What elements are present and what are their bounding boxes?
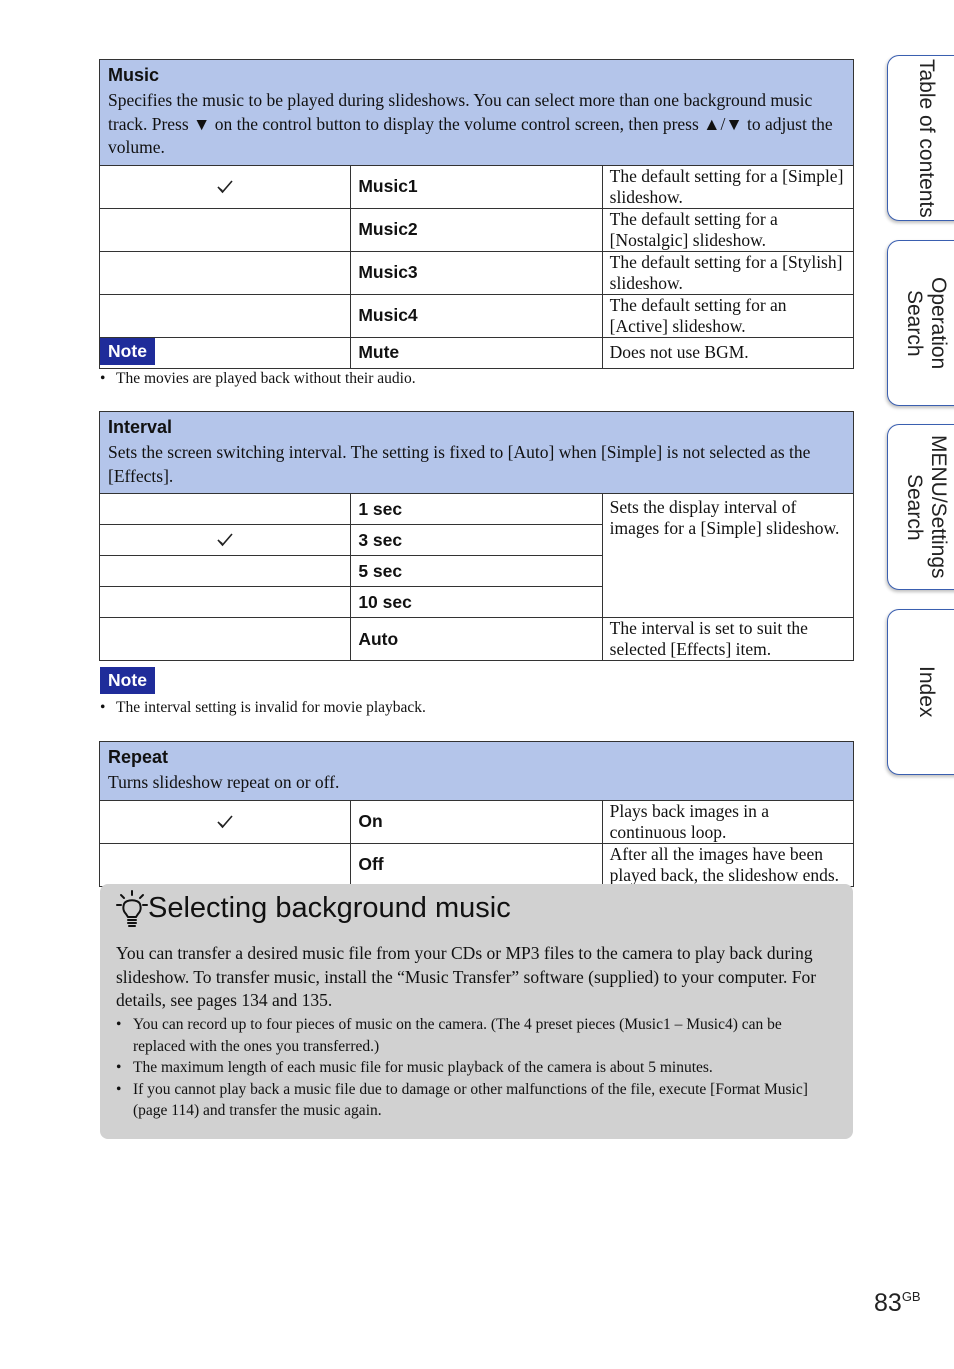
page-number: $83^{GB}$ — [874, 1289, 921, 1317]
table-row — [100, 800, 854, 843]
option-description: Sets the display interval of images for a [Simple] slideshow. — [602, 494, 853, 618]
list-item: • You can record up to four pieces of music on the camera. (The 4 preset pieces (Music1 – Music4) can be replaced with the ones you transferred.) — [116, 1014, 836, 1057]
hint-box — [100, 884, 853, 1139]
music-settings-table — [99, 59, 854, 369]
option-description: After all the images have been played back, the slideshow ends. — [602, 843, 853, 886]
table-row — [100, 843, 854, 886]
option-1sec: 1 sec — [351, 494, 602, 525]
lightbulb-icon — [116, 890, 148, 930]
list-item: • The maximum length of each music file for music playback of the camera is about 5 minutes. — [116, 1057, 836, 1079]
note-text: • The interval setting is invalid for movie playback. — [100, 699, 426, 716]
default-check-icon — [100, 165, 351, 208]
option-description: The default setting for an [Active] slideshow. — [602, 294, 853, 337]
option-description: The default setting for a [Nostalgic] slideshow. — [602, 208, 853, 251]
interval-header — [100, 412, 854, 494]
hint-body: You can transfer a desired music file from your CDs or MP3 files to the camera to play back during slideshow. To transfer music, install the “Music Transfer” software (supplied) to your computer. For details, see pages 134 and 135. — [116, 943, 817, 1010]
table-row — [100, 165, 854, 208]
repeat-title: Repeat — [108, 747, 169, 767]
option-on: On — [351, 800, 602, 843]
table-row — [100, 294, 854, 337]
option-3sec: 3 sec — [351, 525, 602, 556]
music-title: Music — [108, 65, 160, 85]
option-off: Off — [351, 843, 602, 886]
table-row — [100, 494, 854, 525]
hint-bullet-list — [116, 1014, 836, 1122]
tab-table-of-contents[interactable] — [887, 55, 954, 221]
hint-title: Selecting background music — [148, 892, 511, 924]
table-row — [100, 618, 854, 661]
table-row — [100, 337, 854, 368]
tab-label: Table of contents — [915, 58, 938, 218]
option-description: Plays back images in a continuous loop. — [602, 800, 853, 843]
table-row — [100, 208, 854, 251]
note-badge: Note — [100, 667, 155, 694]
interval-settings-table — [99, 411, 854, 661]
note-badge: Note — [100, 338, 155, 365]
tab-label: Index — [915, 666, 938, 718]
option-music1: Music1 — [351, 165, 602, 208]
option-description: The default setting for a [Simple] slideshow. — [602, 165, 853, 208]
music-description: Specifies the music to be played during slideshows. You can select more than one background music track. Press ▼ on the control button to display the volume control screen, then press ▲/▼ to adjust the volume. — [108, 90, 833, 157]
table-row — [100, 251, 854, 294]
repeat-header — [100, 742, 854, 801]
option-description: The interval is set to suit the selected [Effects] item. — [602, 618, 853, 661]
option-description: Does not use BGM. — [602, 337, 853, 368]
option-5sec: 5 sec — [351, 556, 602, 587]
option-music2: Music2 — [351, 208, 602, 251]
tab-index[interactable] — [887, 609, 954, 775]
tab-operation-search[interactable] — [887, 240, 954, 406]
interval-description: Sets the screen switching interval. The setting is fixed to [Auto] when [Simple] is not selected as the [Effects]. — [108, 442, 811, 486]
option-music4: Music4 — [351, 294, 602, 337]
tab-label: MENU/Settings Search — [903, 435, 950, 579]
repeat-settings-table — [99, 741, 854, 887]
default-check-icon — [100, 800, 351, 843]
option-10sec: 10 sec — [351, 587, 602, 618]
interval-title: Interval — [108, 417, 173, 437]
option-auto: Auto — [351, 618, 602, 661]
repeat-description: Turns slideshow repeat on or off. — [108, 772, 340, 792]
default-check-icon — [100, 525, 351, 556]
tab-menu-settings-search[interactable] — [887, 424, 954, 590]
list-item: • If you cannot play back a music file due to damage or other malfunctions of the file, execute [Format Music] (page 114) and transfer the music again. — [116, 1079, 836, 1122]
option-music3: Music3 — [351, 251, 602, 294]
option-description: The default setting for a [Stylish] slideshow. — [602, 251, 853, 294]
option-mute: Mute — [351, 337, 602, 368]
note-text: • The movies are played back without their audio. — [100, 370, 416, 387]
music-header — [100, 60, 854, 166]
tab-label: Operation Search — [903, 276, 950, 370]
